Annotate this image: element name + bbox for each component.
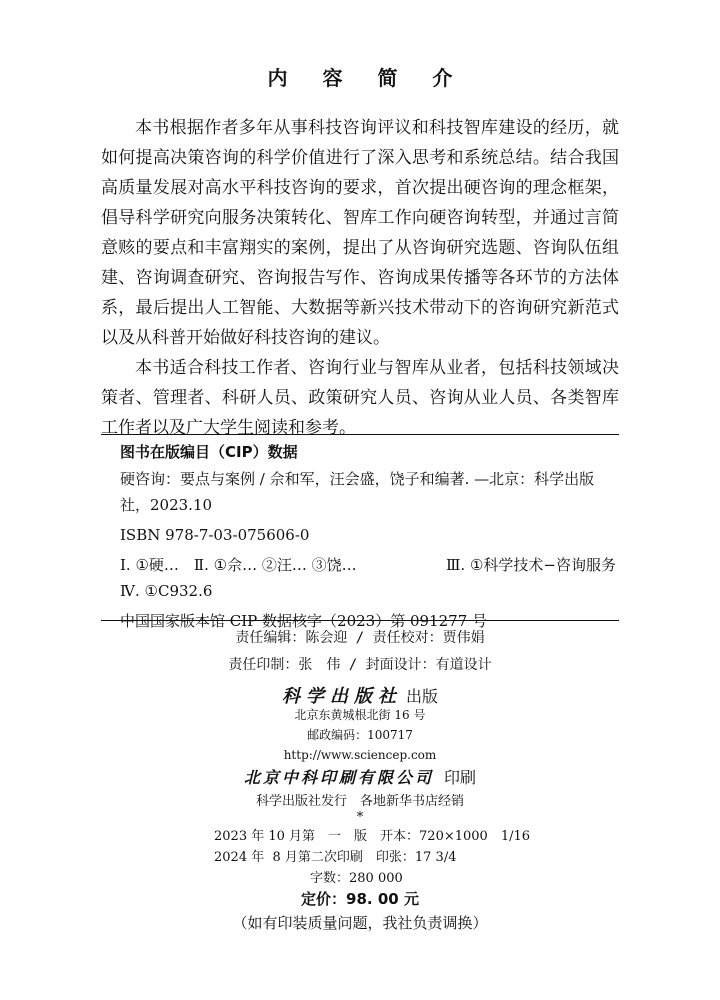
responsibility-credits — [0, 625, 720, 679]
summary-section — [101, 113, 619, 443]
separator-star: * — [356, 810, 364, 825]
edition-line-1: 2023 年 10 月第 一 版 开本：720×1000 1/16 — [214, 829, 531, 844]
cip-top-divider — [101, 434, 619, 435]
cip-heading: 图书在版编目（CIP）数据 — [120, 443, 298, 461]
publisher-url: http://www.sciencep.com — [283, 748, 437, 762]
cip-classification-line-2: Ⅳ. ①C932.6 — [120, 582, 213, 600]
cip-verification-number: 中国国家版本馆 CIP 数据核字（2023）第 091277 号 — [120, 612, 488, 630]
edition-line-2: 2024 年 8 月第二次印刷 印张：17 3/4 — [214, 850, 457, 865]
printer-name: 北京中科印刷有限公司 — [243, 768, 434, 787]
cip-classification-left: Ⅰ. ①硬… Ⅱ. ①佘… ②汪… ③饶… — [120, 556, 357, 574]
cip-classification-line-1 — [120, 552, 616, 578]
word-count: 字数：280 000 — [310, 871, 403, 886]
summary-paragraph-1: 本书根据作者多年从事科技咨询评议和科技智库建设的经历，就如何提高决策咨询的科学价值进行了深入思考和系统总结。结合我国高质量发展对高水平科技咨询的要求，首次提出硬咨询的理念框架，倡导科学研究向服务决策转化、智库工作向硬咨询转型，并通过言简意赅的要点和丰富翔实的案例，提出了从咨询研究选题、咨询队伍组建、咨询调查研究、咨询报告写作、咨询成果传播等各环节的方法体系，最后提出人工智能、大数据等新兴技术带动下的咨询研究新范式以及从科普开始做好科技咨询的建议。 — [101, 118, 619, 348]
publisher-suffix: 出版 — [405, 687, 438, 706]
distribution-line: 科学出版社发行 各地新华书店经销 — [255, 794, 464, 809]
credits-editor-proofreader: 责任编辑：陈会迎 / 责任校对：贾伟娟 — [235, 630, 485, 646]
publisher-address: 北京东黄城根北街 16 号 — [294, 708, 426, 722]
cip-isbn: ISBN 978-7-03-075606-0 — [120, 526, 310, 544]
publisher-postcode: 邮政编码：100717 — [307, 728, 413, 742]
edition-specs — [214, 826, 554, 889]
publisher-info — [0, 705, 720, 765]
printer-suffix: 印刷 — [444, 768, 477, 787]
page-title: 内 容 简 介 — [267, 66, 467, 90]
cip-bibliographic-entry: 硬咨询：要点与案例 / 佘和军，汪会盛，饶子和编著. —北京：科学出版社，2023.10 — [120, 470, 595, 514]
quality-notice: （如有印装质量问题，我社负责调换） — [232, 914, 488, 932]
printer-line — [0, 765, 720, 788]
summary-paragraph-2: 本书适合科技工作者、咨询行业与智库从业者，包括科技领域决策者、管理者、科研人员、政策研究人员、咨询从业人员、各类智库工作者以及广大学生阅读和参考。 — [101, 358, 619, 438]
cip-bottom-divider — [101, 620, 619, 621]
credits-printing-cover: 责任印制：张 伟 / 封面设计：有道设计 — [228, 657, 492, 673]
price: 定价：98. 00 元 — [301, 890, 419, 908]
cip-classification-right: Ⅲ. ①科学技术−咨询服务 — [445, 556, 616, 574]
publisher-name: 科学出版社 — [281, 686, 402, 707]
cip-record — [120, 466, 616, 634]
